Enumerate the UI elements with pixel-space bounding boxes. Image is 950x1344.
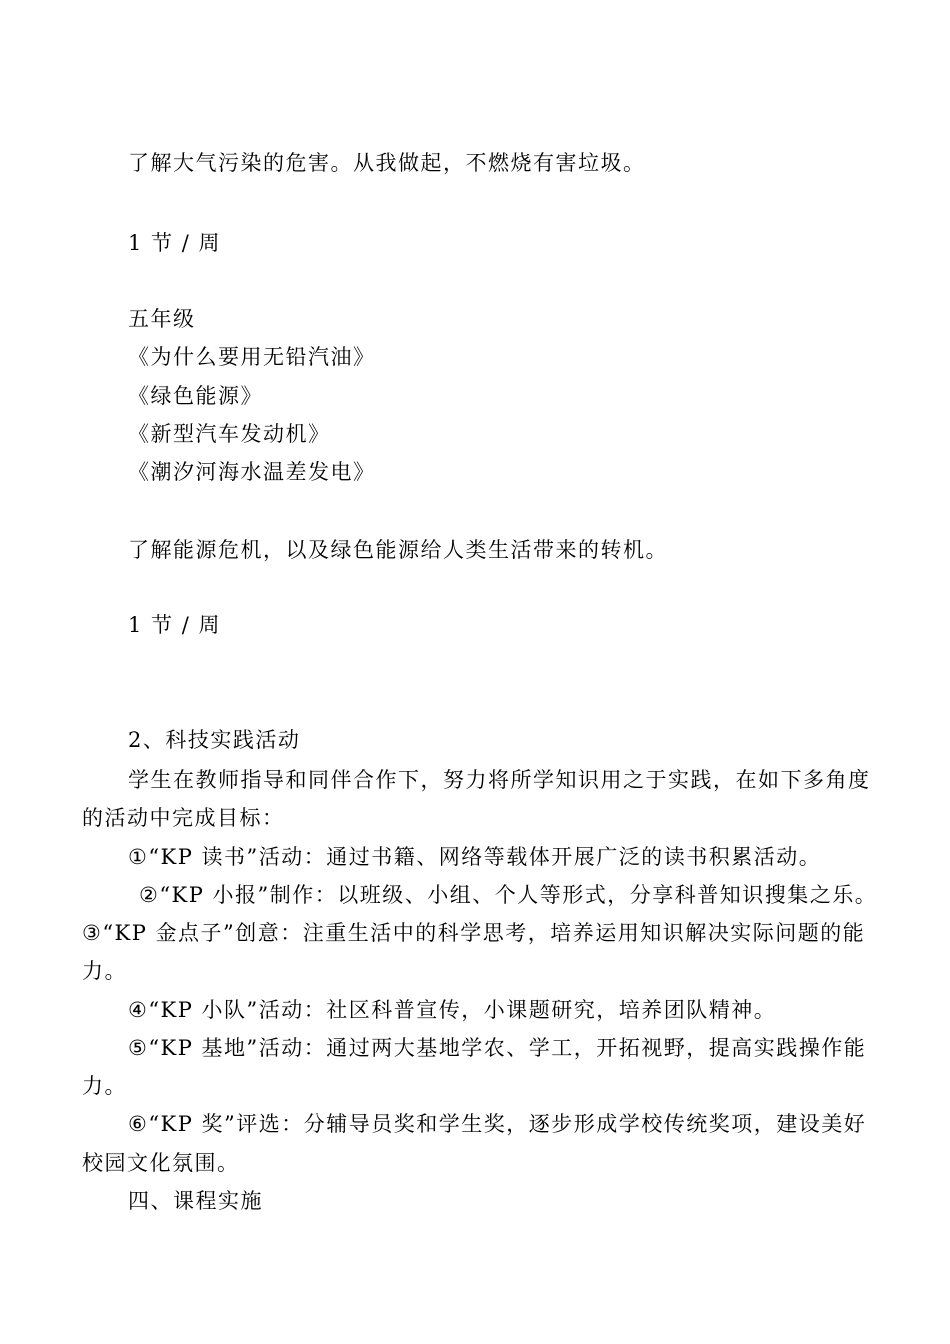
topic-item: 《绿色能源》 [128,384,263,408]
activity-item: ⑥“KP 奖”评选：分辅导员奖和学生奖，逐步形成学校传统奖项，建设美好 [128,1112,867,1136]
topic-item: 《为什么要用无铅汽油》 [128,345,376,369]
section-heading: 2、科技实践活动 [128,728,301,752]
paragraph-line: 学生在教师指导和同伴合作下，努力将所学知识用之于实践，在如下多角度 [128,768,871,792]
activity-item-continuation: 校园文化氛围。 [82,1151,240,1175]
activity-item-continuation: 力。 [82,959,127,983]
topic-item: 《新型汽车发动机》 [128,422,331,446]
atmosphere-goal-text: 了解大气污染的危害。从我做起，不燃烧有害垃圾。 [128,151,646,175]
activity-item: ①“KP 读书”活动：通过书籍、网络等载体开展广泛的读书积累活动。 [128,845,822,869]
paragraph-line: 的活动中完成目标： [82,806,285,830]
topic-item: 《潮汐河海水温差发电》 [128,460,376,484]
energy-goal-text: 了解能源危机，以及绿色能源给人类生活带来的转机。 [128,538,668,562]
frequency-text: 1 节 / 周 [128,613,221,637]
activity-item: ⑤“KP 基地”活动：通过两大基地学农、学工，开拓视野，提高实践操作能 [128,1036,867,1060]
section-heading: 四、课程实施 [128,1189,263,1213]
grade-label: 五年级 [128,307,196,331]
activity-item-continuation: 力。 [82,1074,127,1098]
activity-item: ④“KP 小队”活动：社区科普宣传，小课题研究，培养团队精神。 [128,998,777,1022]
activity-item: ②“KP 小报”制作：以班级、小组、个人等形式，分享科普知识搜集之乐。 [139,883,878,907]
frequency-text: 1 节 / 周 [128,231,221,255]
activity-item: ③“KP 金点子”创意：注重生活中的科学思考，培养运用知识解决实际问题的能 [82,921,866,945]
